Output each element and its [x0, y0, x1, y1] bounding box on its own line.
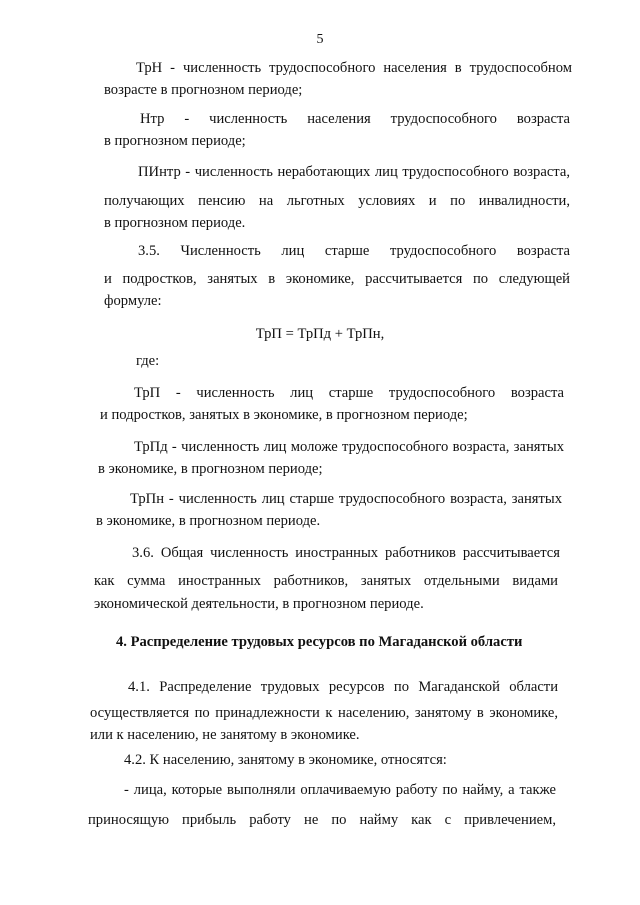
- text-line: экономической деятельности, в прогнозном периоде.: [94, 596, 424, 612]
- text-line: в экономике, в прогнозном периоде;: [98, 461, 323, 477]
- text-line: 4.2. К населению, занятому в экономике, относятся:: [124, 752, 447, 768]
- text-line: - лица, которые выполняли оплачиваемую работу по найму, а также: [124, 782, 556, 798]
- section-heading: 4. Распределение трудовых ресурсов по Магаданской области: [116, 634, 523, 650]
- text-line: в прогнозном периоде.: [104, 215, 246, 231]
- text-line: и подростков, занятых в экономике, в прогнозном периоде;: [100, 407, 468, 423]
- text-line: в прогнозном периоде;: [104, 133, 246, 149]
- text-line: 3.5. Численность лиц старше трудоспособного возраста: [138, 243, 570, 259]
- text-line: возрасте в прогнозном периоде;: [104, 82, 303, 98]
- page-number: 5: [316, 32, 324, 47]
- text-line: формуле:: [104, 293, 162, 309]
- text-line: ТрПн - численность лиц старше трудоспособного возраста, занятых: [130, 491, 562, 507]
- text-line: ТрПд - численность лиц моложе трудоспособного возраста, занятых: [134, 439, 564, 455]
- formula: ТрП = ТрПд + ТрПн,: [255, 326, 385, 342]
- text-line: Нтр - численность населения трудоспособного возраста: [140, 111, 570, 127]
- text-line: и подростков, занятых в экономике, рассчитывается по следующей: [104, 271, 570, 287]
- text-line: осуществляется по принадлежности к населению, занятому в экономике,: [90, 705, 558, 721]
- text-line: ТрП - численность лиц старше трудоспособного возраста: [134, 385, 564, 401]
- text-line: ПИнтр - численность неработающих лиц трудоспособного возраста,: [138, 164, 570, 180]
- text-line: приносящую прибыль работу не по найму как с привлечением,: [88, 812, 556, 828]
- text-line: где:: [136, 353, 160, 369]
- text-line: или к населению, не занятому в экономике.: [90, 727, 360, 743]
- text-line: ТрН - численность трудоспособного населения в трудоспособном: [136, 60, 572, 76]
- text-line: 3.6. Общая численность иностранных работников рассчитывается: [132, 545, 560, 561]
- text-line: 4.1. Распределение трудовых ресурсов по Магаданской области: [128, 679, 558, 695]
- text-line: как сумма иностранных работников, занятых отдельными видами: [94, 573, 558, 589]
- text-line: получающих пенсию на льготных условиях и по инвалидности,: [104, 193, 570, 209]
- text-line: в экономике, в прогнозном периоде.: [96, 513, 321, 529]
